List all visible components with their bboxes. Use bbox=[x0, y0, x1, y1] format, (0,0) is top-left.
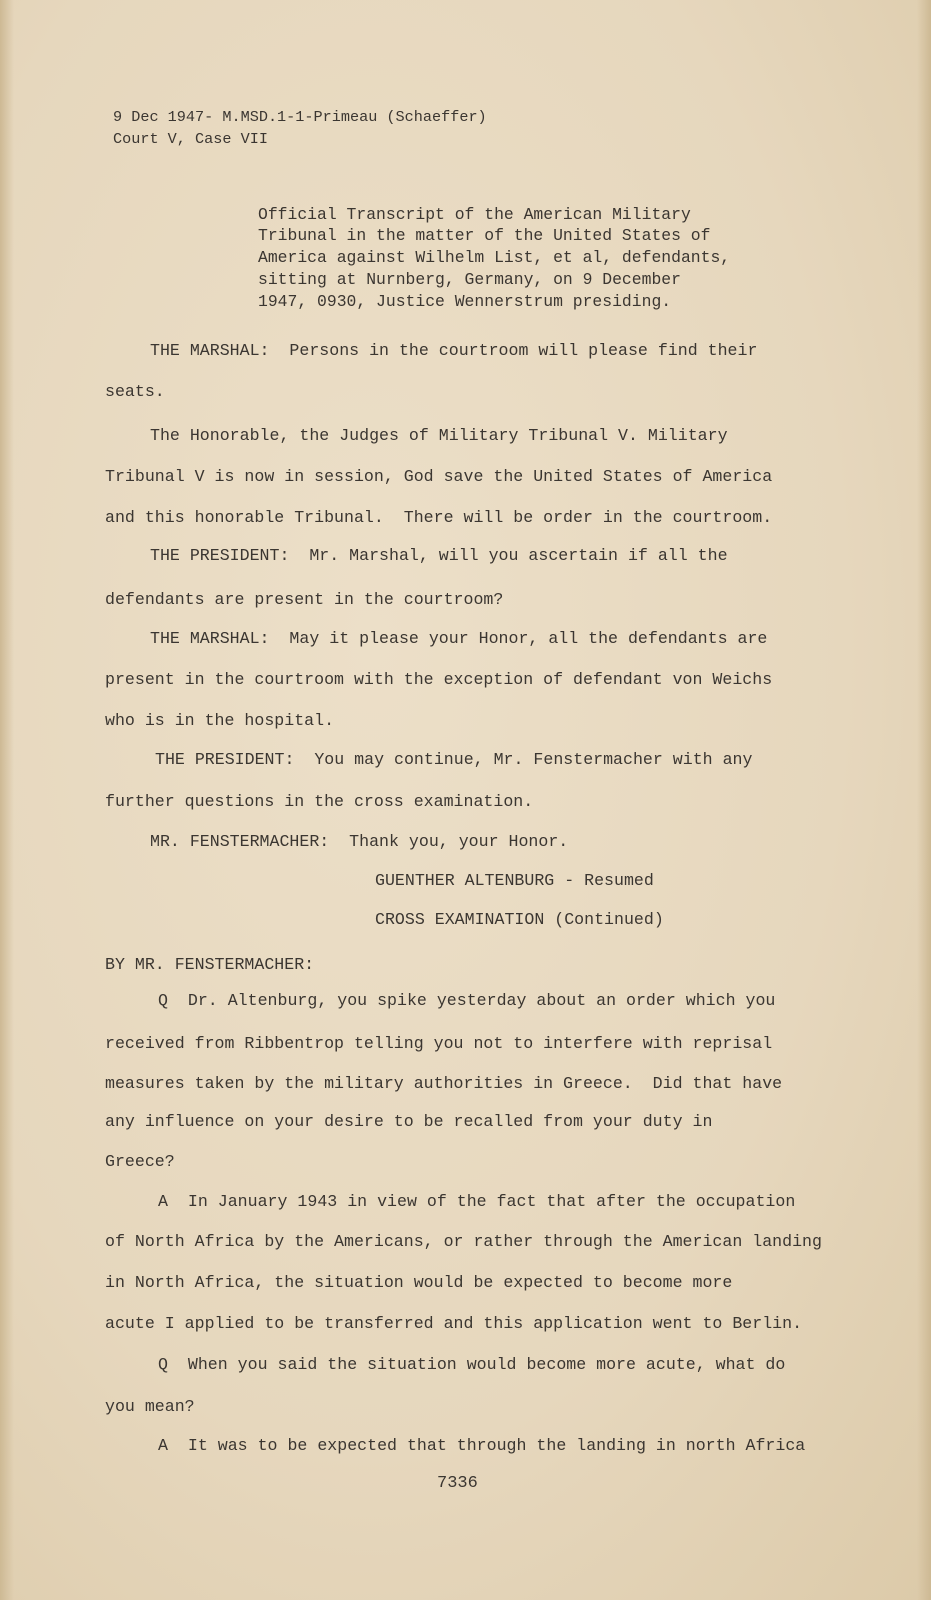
body-line: Greece? bbox=[105, 1152, 175, 1171]
body-line: The Honorable, the Judges of Military Tribunal V. Military bbox=[150, 426, 728, 445]
caption-line: America against Wilhelm List, et al, defendants, bbox=[258, 248, 731, 267]
body-line: further questions in the cross examination. bbox=[105, 792, 534, 811]
body-line: in North Africa, the situation would be expected to become more bbox=[105, 1273, 733, 1292]
caption-line: sitting at Nurnberg, Germany, on 9 December bbox=[258, 270, 681, 289]
body-line: measures taken by the military authorities in Greece. Did that have bbox=[105, 1074, 783, 1093]
body-line: THE PRESIDENT: You may continue, Mr. Fenstermacher with any bbox=[155, 750, 753, 769]
section-heading: CROSS EXAMINATION (Continued) bbox=[375, 910, 664, 929]
body-line: THE PRESIDENT: Mr. Marshal, will you ascertain if all the bbox=[150, 546, 728, 565]
body-line: THE MARSHAL: Persons in the courtroom will please find their bbox=[150, 341, 758, 360]
header-reference: 9 Dec 1947- M.MSD.1-1-Primeau (Schaeffer) bbox=[113, 108, 487, 126]
body-line: seats. bbox=[105, 382, 165, 401]
caption-line: Official Transcript of the American Military bbox=[258, 205, 691, 224]
body-line: any influence on your desire to be recalled from your duty in bbox=[105, 1112, 713, 1131]
body-line: acute I applied to be transferred and this application went to Berlin. bbox=[105, 1314, 803, 1333]
body-line: THE MARSHAL: May it please your Honor, all the defendants are bbox=[150, 629, 768, 648]
body-line: you mean? bbox=[105, 1397, 195, 1416]
page-number: 7336 bbox=[437, 1474, 478, 1493]
body-line: A In January 1943 in view of the fact that after the occupation bbox=[158, 1192, 796, 1211]
header-court-case: Court V, Case VII bbox=[113, 130, 268, 148]
paper-edge-left bbox=[0, 0, 14, 1600]
body-line: defendants are present in the courtroom? bbox=[105, 590, 504, 609]
witness-heading: GUENTHER ALTENBURG - Resumed bbox=[375, 871, 654, 890]
body-line: of North Africa by the Americans, or rather through the American landing bbox=[105, 1232, 822, 1251]
body-line: received from Ribbentrop telling you not to interfere with reprisal bbox=[105, 1034, 773, 1053]
body-line: and this honorable Tribunal. There will be order in the courtroom. bbox=[105, 508, 773, 527]
body-line: MR. FENSTERMACHER: Thank you, your Honor. bbox=[150, 832, 569, 851]
body-line: who is in the hospital. bbox=[105, 711, 335, 730]
examiner-heading: BY MR. FENSTERMACHER: bbox=[105, 955, 315, 974]
body-line: Q When you said the situation would become more acute, what do bbox=[158, 1355, 786, 1374]
caption-line: 1947, 0930, Justice Wennerstrum presiding. bbox=[258, 292, 672, 311]
caption-line: Tribunal in the matter of the United States of bbox=[258, 226, 711, 245]
body-line: Q Dr. Altenburg, you spike yesterday about an order which you bbox=[158, 991, 776, 1010]
body-line: Tribunal V is now in session, God save the United States of America bbox=[105, 467, 773, 486]
body-line: present in the courtroom with the exception of defendant von Weichs bbox=[105, 670, 773, 689]
paper-edge-right bbox=[917, 0, 931, 1600]
body-line: A It was to be expected that through the landing in north Africa bbox=[158, 1436, 806, 1455]
